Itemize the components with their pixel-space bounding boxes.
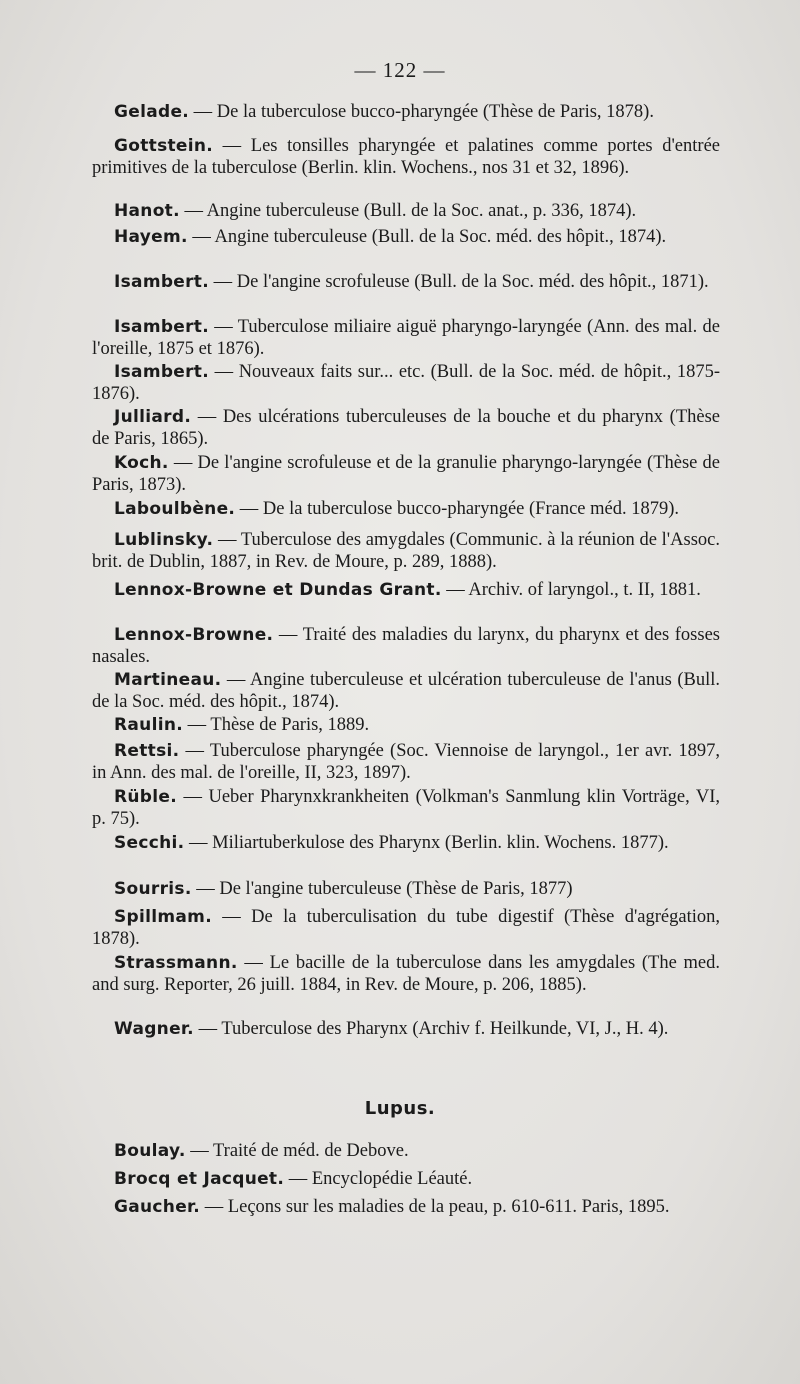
entry-text: — Angine tuberculeuse (Bull. de la Soc. anat., p. 336, 1874).: [179, 201, 637, 221]
entry-text: — Les tonsilles pharyngée et palatines comme portes d'entrée primitives de la tuberculose (Berlin. klin. Wochens., nos 31 et 32, 1896).: [92, 136, 720, 178]
bibliography-entry: [92, 1168, 720, 1190]
entry-text: — De la tuberculose bucco-pharyngée (Thèse de Paris, 1878).: [189, 102, 654, 122]
entry-text: — De la tuberculose bucco-pharyngée (France méd. 1879).: [235, 499, 680, 519]
bibliography-entry: [92, 786, 720, 830]
bibliography-entry: [92, 1140, 720, 1162]
entry-author: Laboulbène.: [114, 499, 236, 519]
bibliography-entry: [92, 200, 720, 222]
entry-author: Koch.: [114, 453, 169, 473]
entry-author: Isambert.: [114, 317, 209, 337]
bibliography-entry: [92, 406, 720, 450]
entry-author: Gaucher.: [114, 1197, 201, 1217]
entry-author: Sourris.: [114, 879, 192, 899]
bibliography-entry: [92, 1196, 720, 1218]
entry-text: — Ueber Pharynxkrankheiten (Volkman's Sanmlung klin Vorträge, VI, p. 75).: [92, 787, 720, 829]
entry-text: — Tuberculose miliaire aiguë pharyngo-laryngée (Ann. des mal. de l'oreille, 1875 et 1876).: [92, 317, 720, 359]
bibliography-entry: [92, 226, 720, 248]
entry-text: — Traité des maladies du larynx, du pharynx et des fosses nasales.: [92, 625, 720, 667]
entry-author: Spillmam.: [114, 907, 212, 927]
bibliography-entry: [92, 579, 720, 601]
entry-text: — Archiv. of laryngol., t. II, 1881.: [441, 580, 701, 600]
entry-author: Brocq et Jacquet.: [114, 1169, 285, 1189]
entry-text: — Des ulcérations tuberculeuses de la bouche et du pharynx (Thèse de Paris, 1865).: [92, 407, 720, 449]
entry-text: — Tuberculose des Pharynx (Archiv f. Heilkunde, VI, J., H. 4).: [193, 1019, 669, 1039]
entry-author: Gelade.: [114, 102, 190, 122]
bibliography-entry: [92, 135, 720, 179]
entry-text: — Le bacille de la tuberculose dans les amygdales (The med. and surg. Reporter, 26 juill. 1884, in Rev. de Moure, p. 206, 1885).: [92, 953, 720, 995]
entry-author: Lennox-Browne.: [114, 625, 274, 645]
entry-author: Julliard.: [114, 407, 192, 427]
bibliography-entry: [92, 624, 720, 668]
bibliography-entry: [92, 740, 720, 784]
bibliography-entry: [92, 498, 720, 520]
bibliography-entry: [92, 101, 720, 123]
entry-author: Hayem.: [114, 227, 188, 247]
entry-author: Hanot.: [114, 201, 180, 221]
entry-text: — Miliartuberkulose des Pharynx (Berlin. klin. Wochens. 1877).: [184, 833, 669, 853]
entry-author: Lublinsky.: [114, 530, 214, 550]
bibliography-entry: [92, 906, 720, 950]
entry-text: — De l'angine scrofuleuse (Bull. de la Soc. méd. des hôpit., 1871).: [209, 272, 709, 292]
bibliography-entry: [92, 529, 720, 573]
entry-text: — Leçons sur les maladies de la peau, p. 610-611. Paris, 1895.: [200, 1197, 670, 1217]
section-heading: Lupus.: [364, 1098, 436, 1119]
bibliography-entry: [92, 361, 720, 405]
bibliography-entry: [92, 952, 720, 996]
bibliography-entry: [92, 1018, 720, 1040]
entry-text: — Tuberculose pharyngée (Soc. Viennoise de laryngol., 1er avr. 1897, in Ann. des mal. de l'oreille, II, 323, 1897).: [92, 741, 720, 783]
entry-text: — De l'angine scrofuleuse et de la granulie pharyngo-laryngée (Thèse de Paris, 1873).: [92, 453, 720, 495]
entry-author: Isambert.: [114, 362, 209, 382]
entry-author: Martineau.: [114, 670, 222, 690]
entry-author: Isambert.: [114, 272, 209, 292]
bibliography-entry: [92, 714, 720, 736]
entry-text: — De la tuberculisation du tube digestif (Thèse d'agrégation, 1878).: [92, 907, 720, 949]
entry-text: — Encyclopédie Léauté.: [284, 1169, 473, 1189]
entry-author: Lennox-Browne et Dundas Grant.: [114, 580, 442, 600]
entry-author: Strassmann.: [114, 953, 238, 973]
bibliography-entry: [92, 452, 720, 496]
bibliography-entry: [92, 316, 720, 360]
entry-text: — Angine tuberculeuse et ulcération tuberculeuse de l'anus (Bull. de la Soc. méd. des hôpit., 1874).: [92, 670, 720, 712]
entry-author: Gottstein.: [114, 136, 214, 156]
entry-author: Rettsi.: [114, 741, 180, 761]
entry-text: — Traité de méd. de Debove.: [185, 1141, 409, 1161]
entry-text: — Tuberculose des amygdales (Communic. à la réunion de l'Assoc. brit. de Dublin, 1887, in Rev. de Moure, p. 289, 1888).: [92, 530, 720, 572]
entry-author: Secchi.: [114, 833, 185, 853]
entry-author: Wagner.: [114, 1019, 194, 1039]
entry-text: — Angine tuberculeuse (Bull. de la Soc. méd. des hôpit., 1874).: [187, 227, 667, 247]
page-number: — 122 —: [354, 58, 446, 82]
bibliography-entry: [92, 878, 720, 900]
bibliography-entry: [92, 832, 720, 854]
bibliography-entry: [92, 669, 720, 713]
entry-author: Raulin.: [114, 715, 183, 735]
entry-author: Rüble.: [114, 787, 177, 807]
entry-text: — Thèse de Paris, 1889.: [182, 715, 370, 735]
entry-text: — Nouveaux faits sur... etc. (Bull. de la Soc. méd. de hôpit., 1875-1876).: [92, 362, 720, 404]
bibliography-entry: [92, 271, 720, 293]
entry-author: Boulay.: [114, 1141, 186, 1161]
entry-text: — De l'angine tuberculeuse (Thèse de Paris, 1877): [191, 879, 573, 899]
